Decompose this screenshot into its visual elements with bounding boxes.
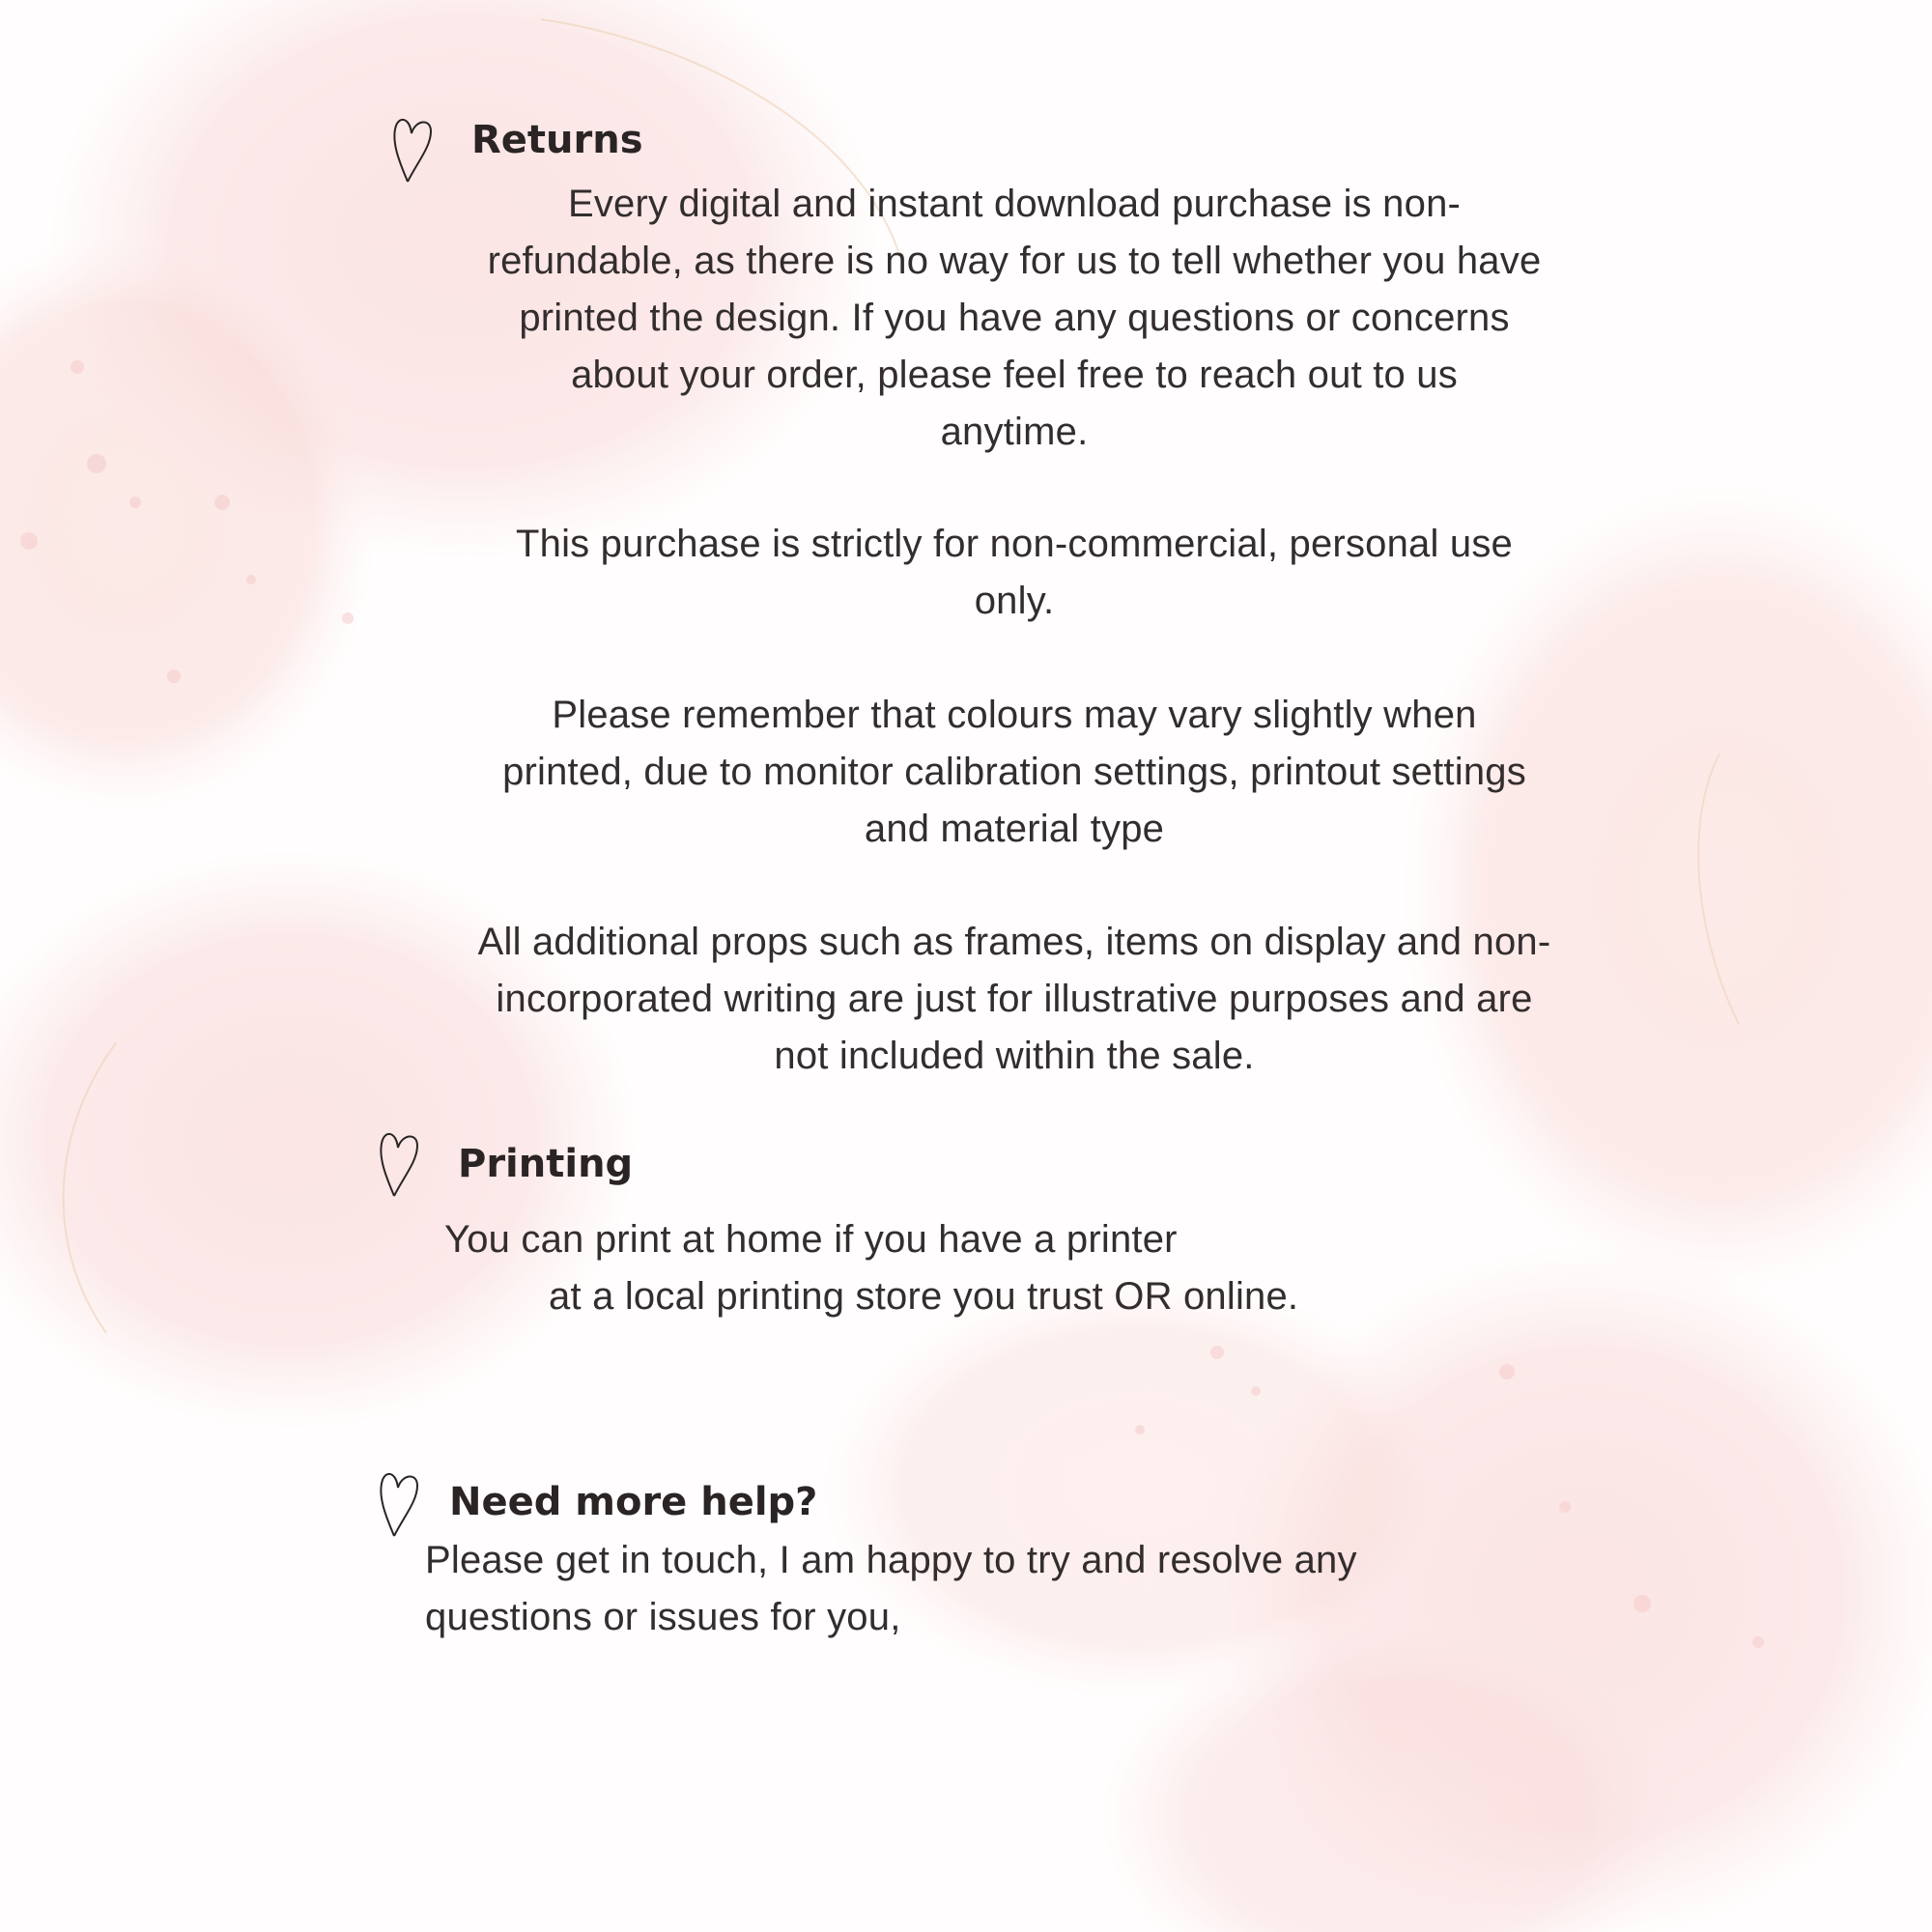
text-line: Every digital and instant download purchase is non- [567, 183, 1462, 225]
text-line: incorporated writing are just for illustrative purposes and are [496, 978, 1533, 1020]
printing-heart-icon [375, 1128, 423, 1198]
text-line: and material type [864, 808, 1165, 850]
text-line: All additional props such as frames, items on display and non- [477, 921, 1551, 963]
text-line: Please get in touch, I am happy to try and resolve any [425, 1539, 1357, 1581]
text-line: printed the design. If you have any questions or concerns [519, 297, 1510, 339]
text-line: You can print at home if you have a printer [444, 1218, 1178, 1261]
text-line: only. [974, 580, 1055, 622]
text-line: printed, due to monitor calibration settings, printout settings [502, 751, 1526, 793]
text-line: about your order, please feel free to reach out to us [571, 354, 1458, 396]
text-line: refundable, as there is no way for us to tell whether you have [487, 240, 1542, 282]
returns-paragraph-2 [396, 516, 1633, 630]
returns-paragraph-4 [396, 914, 1633, 1085]
help-heading: Need more help? [449, 1480, 818, 1524]
returns-paragraph-1 [396, 176, 1633, 461]
text-line: not included within the sale. [774, 1035, 1255, 1077]
returns-heading: Returns [471, 118, 643, 162]
printing-paragraph [444, 1211, 1410, 1325]
text-line: anytime. [940, 411, 1089, 453]
printing-heading: Printing [458, 1142, 634, 1186]
text-line: Please remember that colours may vary slightly when [552, 694, 1477, 736]
text-line: This purchase is strictly for non-commercial, personal use [516, 523, 1513, 565]
text-line: questions or issues for you, [425, 1596, 901, 1638]
help-heart-icon [375, 1468, 423, 1538]
returns-paragraph-3 [396, 687, 1633, 858]
returns-heart-icon [388, 114, 437, 184]
text-line: at a local printing store you trust OR online. [549, 1275, 1299, 1318]
help-paragraph [425, 1532, 1488, 1646]
